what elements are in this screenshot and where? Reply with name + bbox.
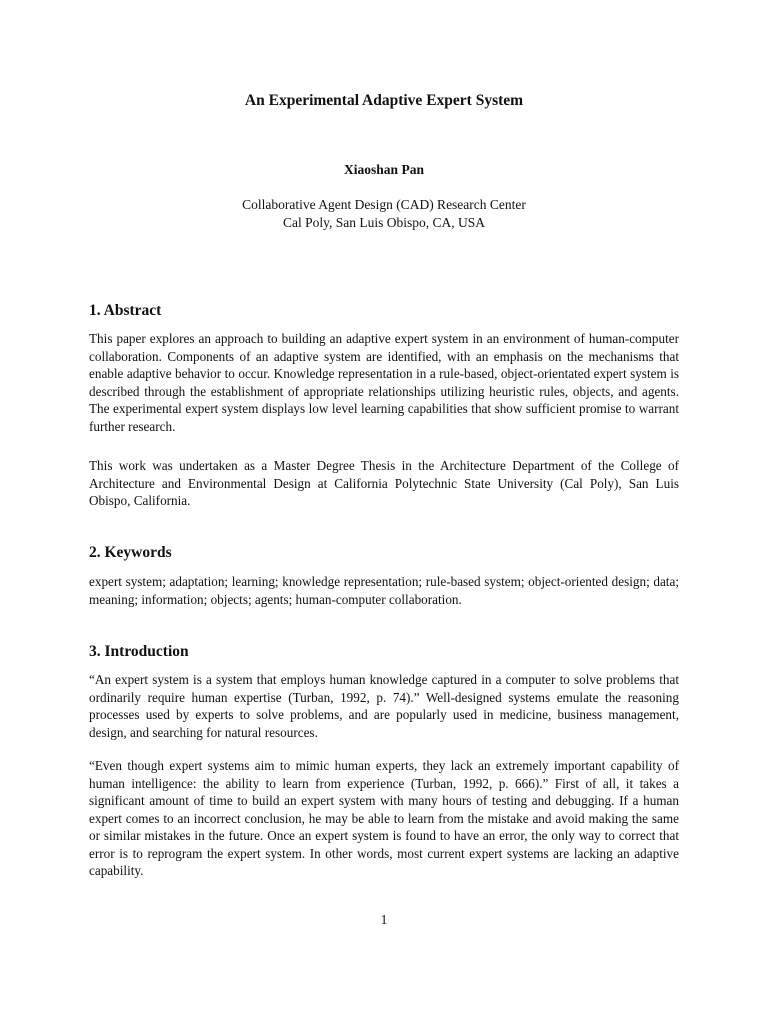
- abstract-paragraph-1: This paper explores an approach to building an adaptive expert system in an environment of human-computer collaboration. Components of an adaptive system are identified, with an emphasis on the mechanisms that enable adaptive behavior to occur. Knowledge representation in a rule-based, object-orientated expert system is described through the establishment of appropriate relationships utilizing heuristic rules, objects, and agents. The experimental expert system displays low level learning capabilities that show sufficient promise to warrant further research.: [89, 331, 679, 434]
- abstract-paragraph-2: This work was undertaken as a Master Degree Thesis in the Architecture Department of the College of Architecture and Environmental Design at California Polytechnic State University (Cal Poly), San Luis Obispo, California.: [89, 458, 679, 508]
- paper-title: An Experimental Adaptive Expert System: [244, 92, 524, 109]
- affiliation-line-2: Cal Poly, San Luis Obispo, CA, USA: [282, 215, 486, 230]
- keywords-heading: 2. Keywords: [89, 544, 172, 561]
- keywords-paragraph: expert system; adaptation; learning; knowledge representation; rule-based system; object-oriented design; data; meaning; information; objects; agents; human-computer collaboration.: [89, 574, 679, 607]
- page-number: 1: [380, 912, 388, 927]
- affiliation-line-1: Collaborative Agent Design (CAD) Research Center: [242, 197, 526, 212]
- introduction-heading: 3. Introduction: [89, 643, 189, 660]
- abstract-heading: 1. Abstract: [89, 302, 162, 319]
- introduction-paragraph-1: “An expert system is a system that employs human knowledge captured in a computer to solve problems that ordinarily require human expertise (Turban, 1992, p. 74).” Well-designed systems emulate the reasoning processes used by experts to solve problems, and are popularly used in medicine, business management, design, and searching for natural resources.: [89, 672, 679, 740]
- author-name: Xiaoshan Pan: [344, 162, 424, 177]
- introduction-paragraph-2: “Even though expert systems aim to mimic human experts, they lack an extremely important capability of human intelligence: the ability to learn from experience (Turban, 1992, p. 666).” First of all, it takes a significant amount of time to build an expert system with many hours of testing and debugging. If a human expert comes to an incorrect conclusion, he may be able to learn from the mistake and avoid making the same or similar mistakes in the future. Once an expert system is found to have an error, the only way to correct that error is to reprogram the expert system. In other words, most current expert systems are lacking an adaptive capability.: [89, 758, 679, 878]
